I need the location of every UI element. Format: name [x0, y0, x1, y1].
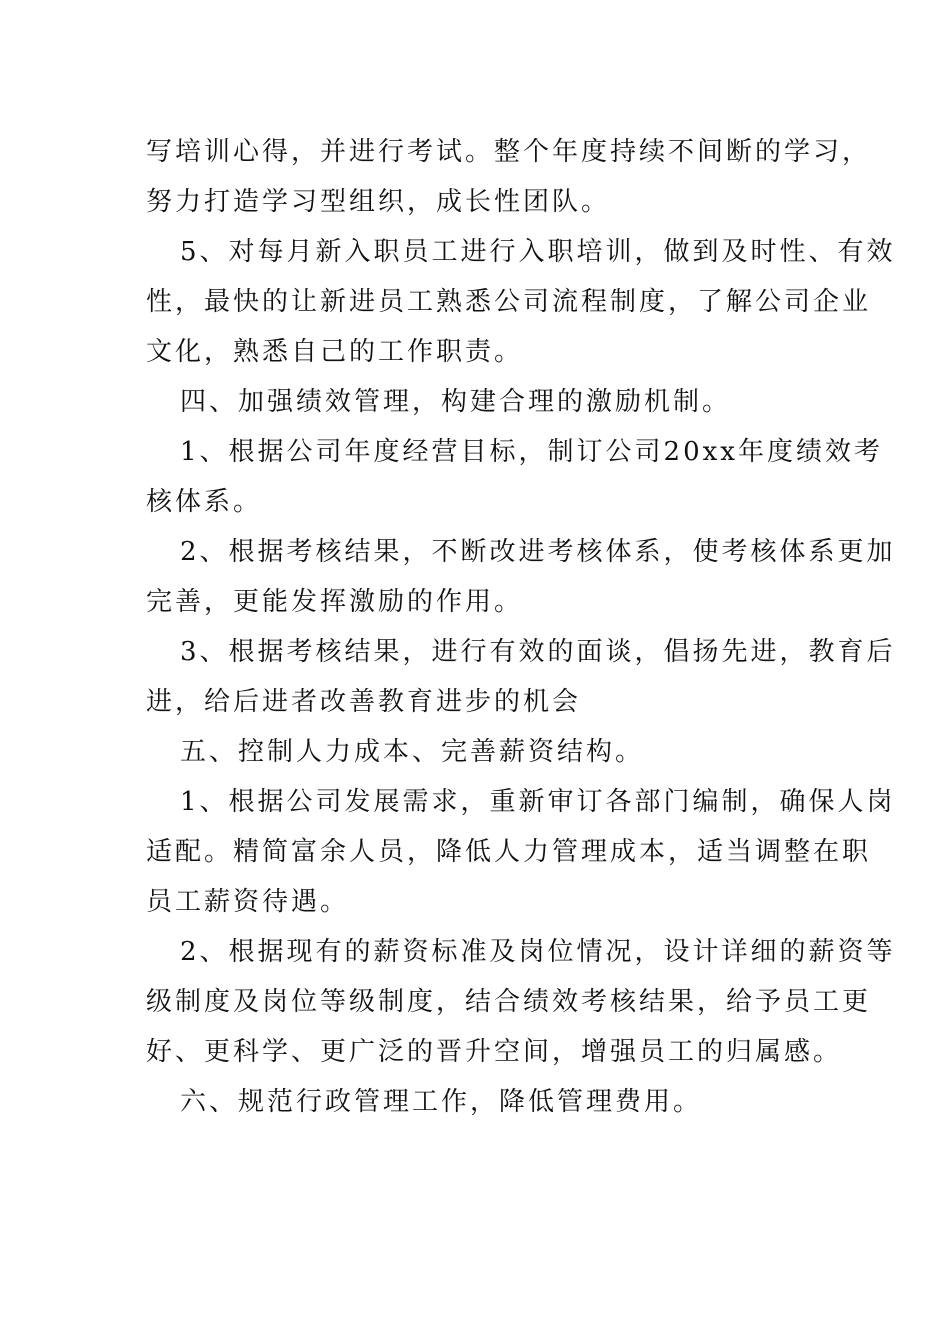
text-line: 努力打造学习型组织，成长性团队。 [146, 187, 611, 217]
text-line: 适配。精简富余人员，降低人力管理成本，适当调整在职 [146, 837, 872, 867]
text-line: 1、根据公司年度经营目标，制订公司20xx年度绩效考 [180, 437, 883, 467]
text-line: 写培训心得，并进行考试。整个年度持续不间断的学习， [146, 137, 872, 167]
text-line: 员工薪资待遇。 [146, 887, 350, 917]
text-line: 级制度及岗位等级制度，结合绩效考核结果，给予员工更 [146, 987, 872, 1017]
text-line: 完善，更能发挥激励的作用。 [146, 587, 524, 617]
text-line: 5、对每月新入职员工进行入职培训，做到及时性、有效 [180, 237, 896, 267]
section-heading: 五、控制人力成本、完善薪资结构。 [180, 737, 645, 767]
text-line: 核体系。 [146, 487, 263, 517]
section-heading: 六、规范行政管理工作，降低管理费用。 [180, 1087, 703, 1117]
text-line: 1、根据公司发展需求，重新审订各部门编制，确保人岗 [180, 787, 896, 817]
text-line: 好、更科学、更广泛的晋升空间，增强员工的归属感。 [146, 1037, 843, 1067]
text-line: 文化，熟悉自己的工作职责。 [146, 337, 524, 367]
text-line: 3、根据考核结果，进行有效的面谈，倡扬先进，教育后 [180, 637, 896, 667]
text-line: 性，最快的让新进员工熟悉公司流程制度，了解公司企业 [146, 287, 872, 317]
text-line: 2、根据现有的薪资标准及岗位情况，设计详细的薪资等 [180, 937, 896, 967]
text-line: 2、根据考核结果，不断改进考核体系，使考核体系更加 [180, 537, 896, 567]
section-heading: 四、加强绩效管理，构建合理的激励机制。 [180, 387, 732, 417]
text-line: 进，给后进者改善教育进步的机会 [146, 687, 582, 717]
